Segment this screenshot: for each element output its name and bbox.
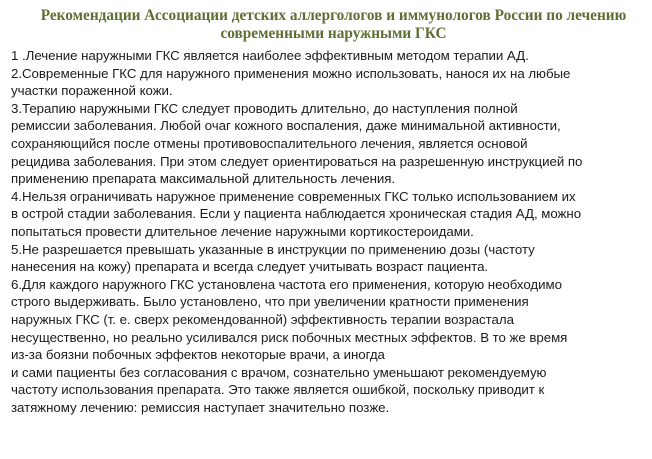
paragraph-text: .Не разрешается превышать указанные в инструкции по применению дозы (частоту [18, 241, 535, 257]
paragraph-line: строго выдерживать. Было установлено, что при увеличении кратности применения [11, 294, 529, 310]
paragraph-line: участки пораженной кожи. [11, 83, 173, 99]
paragraph-line: нанесения на кожу) препарата и всегда следует учитывать возраст пациента. [11, 259, 489, 275]
paragraph-number: 4 [11, 188, 19, 204]
paragraph-text: .Для каждого наружного ГКС установлена частота его применения, которую необходимо [18, 276, 562, 292]
paragraph-text: .Современные ГКС для наружного применения можно использовать, нанося их на любые [18, 65, 571, 81]
paragraph-number: 3 [11, 100, 19, 116]
document-body [11, 47, 644, 416]
paragraph-3 [11, 100, 644, 188]
paragraph-number: 1 [11, 48, 19, 63]
paragraph-number: 5 [11, 241, 19, 257]
paragraph-1 [11, 47, 644, 65]
paragraph-line: ремиссии заболевания. Любой очаг кожного воспаления, даже минимальной активности, [11, 118, 561, 134]
paragraph-text: .Терапию наружными ГКС следует проводить длительно, до наступления полной [18, 100, 518, 116]
paragraph-line: в острой стадии заболевания. Если у пациента наблюдается хроническая стадия АД, можно [11, 206, 582, 222]
paragraph-line [11, 276, 644, 294]
paragraph-line [11, 47, 644, 65]
paragraph-line: частоту использования препарата. Это также является ошибкой, поскольку приводит к [11, 382, 545, 398]
title-line-2: современными наружными ГКС [220, 25, 447, 42]
paragraph-line: затяжному лечению: ремиссия наступает значительно позже. [11, 399, 390, 415]
paragraph-line: попытаться провести длительное лечение наружными кортикостероидами. [11, 223, 474, 239]
paragraph-line [11, 241, 644, 259]
paragraph-line: применению препарата максимальной длительность лечения. [11, 171, 396, 187]
paragraph-6 [11, 276, 644, 417]
paragraph-text: .Лечение наружными ГКС является наиболее эффективным методом терапии АД. [18, 48, 529, 63]
paragraph-number: 2 [11, 65, 19, 81]
paragraph-4 [11, 188, 644, 241]
paragraph-number: 6 [11, 276, 19, 292]
paragraph-line: сохраняющийся после отмены противовоспалительного лечения, является основой [11, 135, 528, 151]
document-title [11, 7, 644, 43]
paragraph-text: .Нельзя ограничивать наружное применение современных ГКС только использованием их [18, 188, 576, 204]
paragraph-line [11, 100, 644, 118]
paragraph-line [11, 188, 644, 206]
paragraph-line: рецидива заболевания. При этом следует ориентироваться на разрешенную инструкцией по [11, 153, 583, 169]
paragraph-line: и сами пациенты без согласования с врачом, сознательно уменьшают рекомендуемую [11, 364, 547, 380]
paragraph-line: из-за боязни побочных эффектов некоторые врачи, а иногда [11, 347, 385, 363]
paragraph-2 [11, 65, 644, 100]
paragraph-line [11, 65, 644, 83]
paragraph-line: наружных ГКС (т. е. сверх рекомендованной) эффективность терапии возрастала [11, 311, 514, 327]
title-line-1: Рекомендации Ассоциации детских аллергологов и иммунологов России по лечению [40, 7, 627, 24]
paragraph-5 [11, 241, 644, 276]
paragraph-line: несущественно, но реально усиливался риск побочных местных эффектов. В то же время [11, 329, 568, 345]
